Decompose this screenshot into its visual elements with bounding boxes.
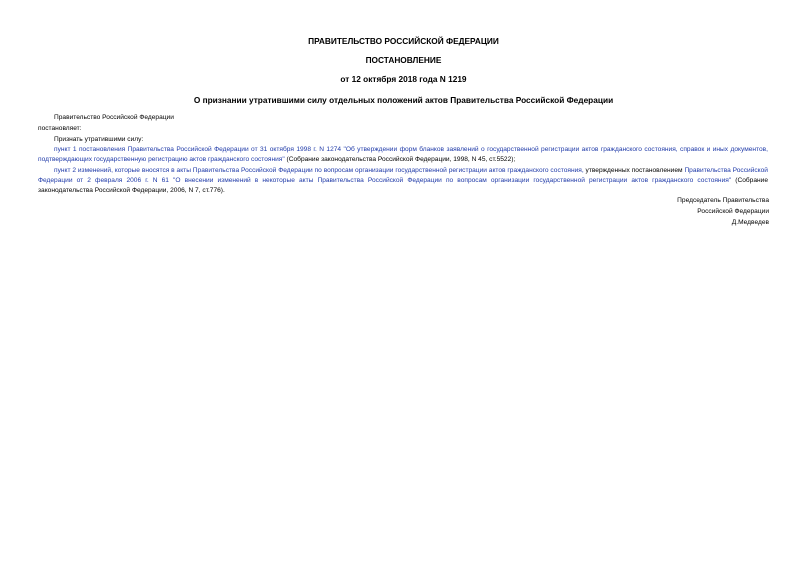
repeal-item-2-approved: утвержденных постановлением <box>583 167 685 174</box>
repeal-item-2-source: (Собрание законодательства Российской Федерации, 2006, N 7, ст.776). <box>38 177 769 195</box>
document-type: ПОСТАНОВЛЕНИЕ <box>365 55 442 65</box>
repeal-item-2-link-resolution[interactable]: Правительства Российской Федерации от 2 февраля 2006 г. N 61 "О внесении изменений в некоторые акты Правительства Российской Федерации по вопросам организации государственной регистрации актов гражданского состояния" <box>38 167 768 185</box>
body-line-repeal-intro: Признать утратившими силу: <box>54 136 144 143</box>
document-date-number: от 12 октября 2018 года N 1219 <box>340 74 467 84</box>
signature-name: Д.Медведев <box>731 219 769 226</box>
body-line-government: Правительство Российской Федерации <box>54 114 174 121</box>
issuing-authority: ПРАВИТЕЛЬСТВО РОССИЙСКОЙ ФЕДЕРАЦИИ <box>308 36 499 46</box>
repeal-item-1 <box>38 145 768 165</box>
signature-position-2: Российской Федерации <box>697 208 769 215</box>
document-title: О признании утратившими силу отдельных положений актов Правительства Российской Федерации <box>193 95 614 105</box>
repeal-item-2 <box>38 166 768 197</box>
repeal-item-1-source: (Собрание законодательства Российской Федерации, 1998, N 45, ст.5522); <box>284 156 516 164</box>
signature-position-1: Председатель Правительства <box>677 197 769 204</box>
repeal-item-1-link[interactable]: пункт 1 постановления Правительства Российской Федерации от 31 октября 1998 г. N 1274 "Об утверждении форм бланков заявлений о государственной регистрации актов гражданского состояния, справок и иных документов, подтверждающих государственную регистрацию актов гражданского состояния" <box>38 146 768 164</box>
body-line-resolves: постановляет: <box>38 125 82 132</box>
repeal-item-2-link-changes[interactable]: пункт 2 изменений, которые вносятся в акты Правительства Российской Федерации по вопросам организации государственной регистрации актов гражданского состояния, <box>54 167 584 174</box>
